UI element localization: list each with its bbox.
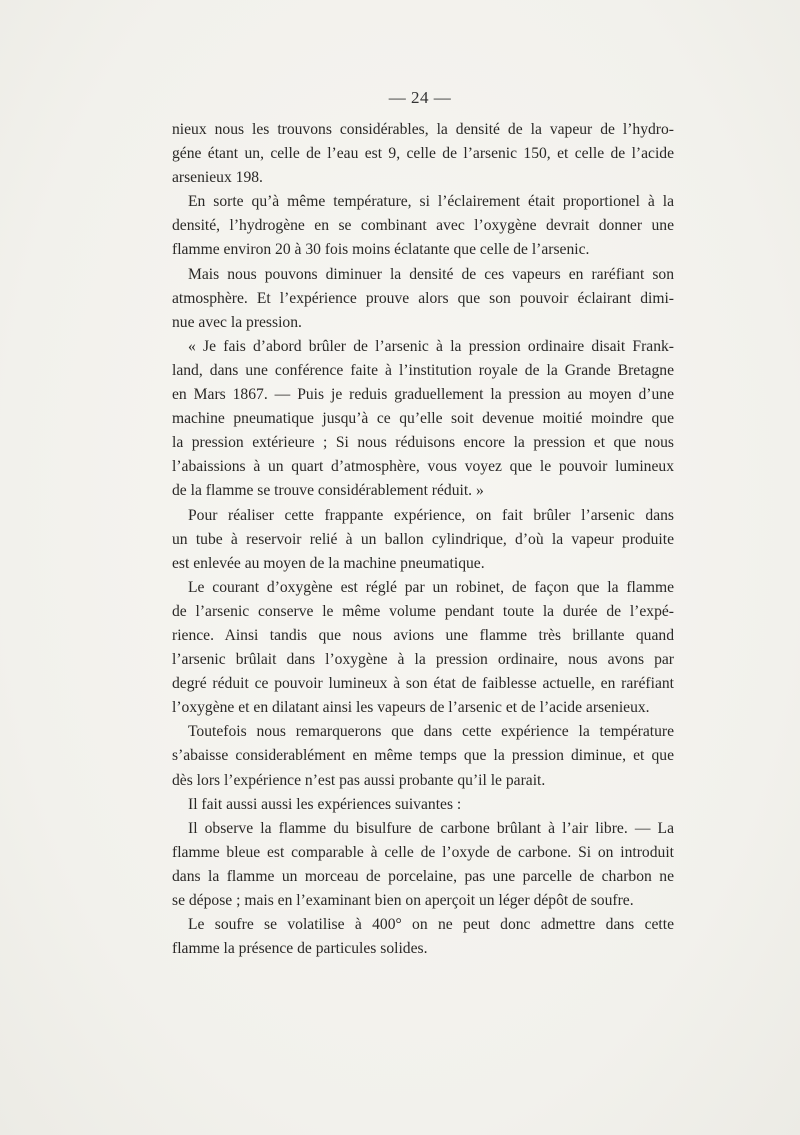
- text-line: Mais nous pouvons diminuer la densité de ces vapeurs en raréfiant son: [188, 265, 674, 283]
- text-line: dans la flamme un morceau de porcelaine, pas une parcelle de charbon ne: [172, 867, 674, 885]
- text-line: Il observe la flamme du bisulfure de carbone brûlant à l’air libre. — La: [188, 819, 674, 837]
- page-number: — 24 —: [388, 88, 452, 107]
- text-line: un tube à reservoir relié à un ballon cylindrique, d’où la vapeur produite: [172, 530, 674, 548]
- text-line: flamme bleue est comparable à celle de l’oxyde de carbone. Si on introduit: [172, 843, 674, 861]
- text-line: flamme environ 20 à 30 fois moins éclatante que celle de l’arsenic.: [172, 241, 590, 259]
- text-line: machine pneumatique jusqu’à ce qu’elle soit devenue moitié moindre que: [172, 410, 674, 428]
- text-line: l’oxygène et en dilatant ainsi les vapeurs de l’arsenic et de l’acide arsenieux.: [172, 699, 650, 717]
- text-line: de la flamme se trouve considérablement réduit. »: [172, 482, 484, 500]
- text-line: Il fait aussi aussi les expériences suivantes :: [188, 795, 462, 813]
- text-line: En sorte qu’à même température, si l’éclairement était proportionel à la: [188, 193, 674, 211]
- body-text: [172, 118, 674, 961]
- text-line: nieux nous les trouvons considérables, la densité de la vapeur de l’hydro-: [172, 121, 674, 138]
- text-line: en Mars 1867. — Puis je reduis graduellement la pression au moyen d’une: [172, 386, 674, 404]
- text-line: degré réduit ce pouvoir lumineux à son état de faiblesse actuelle, en raréfiant: [172, 675, 674, 693]
- text-line: Le soufre se volatilise à 400° on ne peut donc admettre dans cette: [188, 916, 674, 934]
- text-line: l’arsenic brûlait dans l’oxygène à la pression ordinaire, nous avons par: [172, 651, 674, 669]
- text-line: de l’arsenic conserve le même volume pendant toute la durée de l’expé-: [172, 602, 674, 620]
- text-line: Le courant d’oxygène est réglé par un robinet, de façon que la flamme: [188, 578, 674, 596]
- text-line: Toutefois nous remarquerons que dans cette expérience la température: [188, 723, 674, 741]
- text-line: l’abaissions à un quart d’atmosphère, vous voyez que le pouvoir lumineux: [172, 458, 674, 476]
- text-line: atmosphère. Et l’expérience prouve alors que son pouvoir éclairant dimi-: [172, 289, 674, 307]
- text-line: Pour réaliser cette frappante expérience, on fait brûler l’arsenic dans: [188, 506, 674, 524]
- text-line: « Je fais d’abord brûler de l’arsenic à la pression ordinaire disait Frank-: [188, 337, 674, 355]
- text-line: land, dans une conférence faite à l’institution royale de la Grande Bretagne: [172, 361, 674, 379]
- text-line: arsenieux 198.: [172, 169, 263, 187]
- text-line: flamme la présence de particules solides.: [172, 940, 428, 958]
- text-line: dès lors l’expérience n’est pas aussi probante qu’il le parait.: [172, 771, 546, 789]
- text-line: s’abaisse considerablément en même temps que la pression diminue, et que: [172, 747, 674, 765]
- text-line: densité, l’hydrogène en se combinant avec l’oxygène devrait donner une: [172, 217, 674, 235]
- text-line: se dépose ; mais en l’examinant bien on aperçoit un léger dépôt de soufre.: [172, 892, 634, 909]
- text-line: est enlevée au moyen de la machine pneumatique.: [172, 554, 485, 572]
- text-line: rience. Ainsi tandis que nous avions une flamme très brillante quand: [172, 626, 674, 644]
- text-line: géne étant un, celle de l’eau est 9, celle de l’arsenic 150, et celle de l’acide: [172, 145, 674, 163]
- text-line: la pression extérieure ; Si nous réduisons encore la pression et que nous: [172, 434, 674, 452]
- text-line: nue avec la pression.: [172, 313, 302, 331]
